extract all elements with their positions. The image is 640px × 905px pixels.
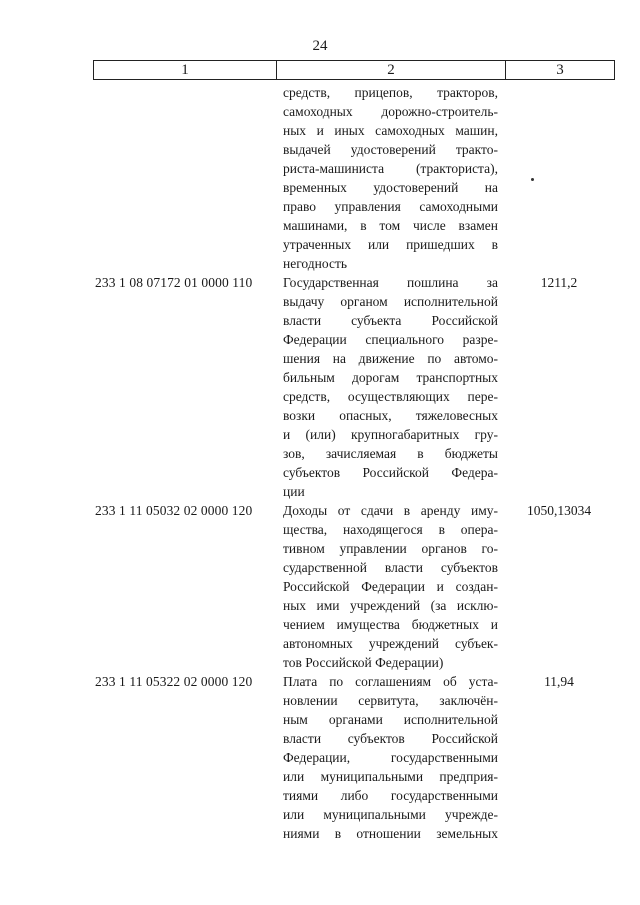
description-line: временных удостоверений на (283, 180, 498, 195)
description-line: средств, прицепов, тракторов, (283, 85, 498, 100)
description-line: Федерации специального разре- (283, 332, 498, 347)
description-line: субъектов Российской Федера- (283, 465, 498, 480)
description-line: или муниципальными предприя- (283, 769, 498, 784)
description-line: утраченных или пришедших в (283, 237, 498, 252)
description-line: Федерации, государственными (283, 750, 498, 765)
description-line: машинами, в том числе взамен (283, 218, 498, 233)
row-description (283, 273, 498, 501)
description-line: Доходы от сдачи в аренду иму- (283, 503, 498, 518)
description-line: право управления самоходными (283, 199, 498, 214)
description-line: зов, зачисляемая в бюджеты (283, 446, 498, 461)
row-description (283, 672, 498, 843)
description-line: бильным дорогам транспортных (283, 370, 498, 385)
description-line: власти субъекта Российской (283, 313, 498, 328)
description-line: выдачу органом исполнительной (283, 294, 498, 309)
description-line: ции (283, 484, 305, 499)
row-amount: 11,94 (544, 674, 574, 689)
description-line: ных и иных самоходных машин, (283, 123, 498, 138)
row-code: 233 1 08 07172 01 0000 110 (95, 275, 253, 290)
description-line: средств, осуществляющих пере- (283, 389, 498, 404)
description-line: власти субъектов Российской (283, 731, 498, 746)
description-line: тивном управлении органов го- (283, 541, 498, 556)
header-col-1: 1 (94, 61, 277, 79)
description-line: щества, находящегося в опера- (283, 522, 498, 537)
scan-speck (531, 178, 534, 181)
page-number: 24 (312, 38, 328, 54)
row-amount: 1050,13034 (526, 503, 592, 518)
row-code: 233 1 11 05032 02 0000 120 (95, 503, 253, 518)
description-line: тов Российской Федерации) (283, 655, 444, 670)
description-line: автономных учреждений субъек- (283, 636, 498, 651)
description-line: тиями либо государственными (283, 788, 498, 803)
row-description (283, 501, 498, 672)
description-line: Российской Федерации и создан- (283, 579, 498, 594)
description-line: Государственная пошлина за (283, 275, 498, 290)
row-amount: 1211,2 (540, 275, 578, 290)
description-line: выдачей удостоверений тракто- (283, 142, 498, 157)
description-line: шения на движение по автомо- (283, 351, 498, 366)
row-description (283, 83, 498, 273)
description-line: Плата по соглашениям об уста- (283, 674, 498, 689)
row-code: 233 1 11 05322 02 0000 120 (95, 674, 253, 689)
table-header (93, 60, 615, 80)
description-line: ниями в отношении земельных (283, 826, 498, 841)
description-line: сударственной власти субъектов (283, 560, 498, 575)
description-line: чением имущества бюджетных и (283, 617, 498, 632)
description-line: ных ими учреждений (за исклю- (283, 598, 498, 613)
description-line: и (или) крупногабаритных гру- (283, 427, 498, 442)
description-line: или муниципальными учрежде- (283, 807, 498, 822)
description-line: возки опасных, тяжеловесных (283, 408, 498, 423)
description-line: новлении сервитута, заключён- (283, 693, 498, 708)
description-line: самоходных дорожно-строитель- (283, 104, 498, 119)
header-col-3: 3 (556, 62, 564, 78)
description-line: риста-машиниста (тракториста), (283, 161, 498, 176)
description-line: ным органами исполнительной (283, 712, 498, 727)
header-col-2: 2 (277, 61, 506, 79)
description-line: негодность (283, 256, 348, 271)
